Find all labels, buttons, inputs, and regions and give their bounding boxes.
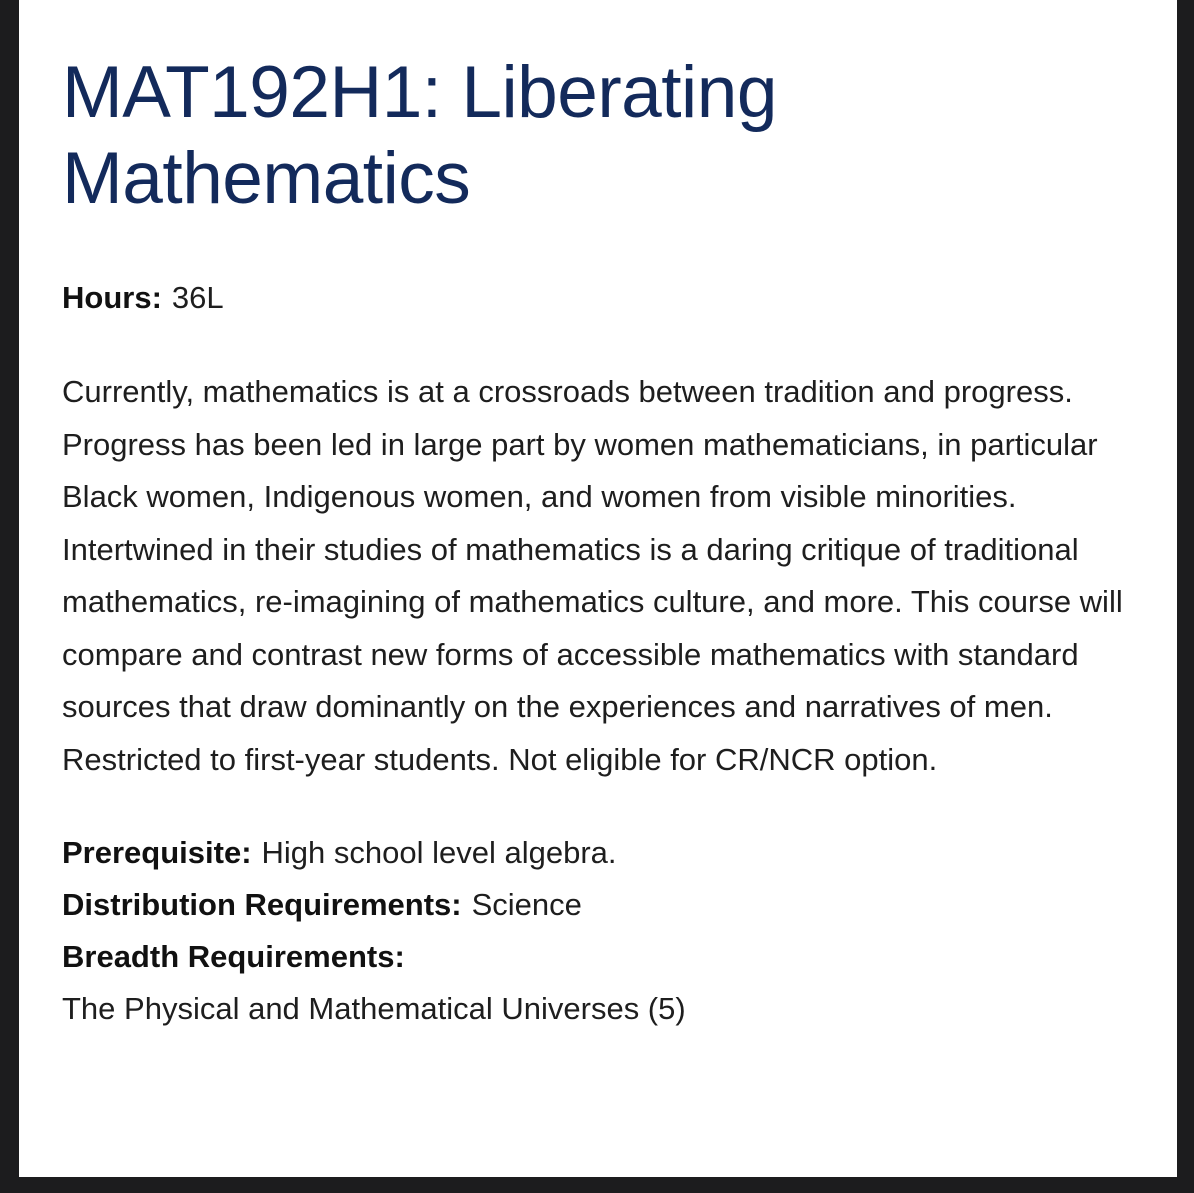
prerequisite-value: High school level algebra. <box>261 835 617 870</box>
requirements-section <box>62 827 1177 1035</box>
distribution-row <box>62 879 1177 931</box>
distribution-value: Science <box>471 887 582 922</box>
hours-row <box>62 272 1177 324</box>
course-card <box>19 0 1177 1177</box>
hours-value: 36L <box>171 280 224 315</box>
distribution-label: Distribution Requirements: <box>62 887 462 922</box>
course-description: Currently, mathematics is at a crossroads between tradition and progress. Progress has been led in large part by women mathematicians, in particular Black women, Indigenous women, and women from visible minorities. Intertwined in their studies of mathematics is a daring critique of traditional mathematics, re-imagining of mathematics culture, and more. This course will compare and contrast new forms of accessible mathematics with standard sources that draw dominantly on the experiences and narratives of men. Restricted to first-year students. Not eligible for CR/NCR option. <box>62 374 1123 777</box>
breadth-label: Breadth Requirements: <box>62 939 405 974</box>
prerequisite-label: Prerequisite: <box>62 835 252 870</box>
course-title: MAT192H1: Liberating Mathematics <box>62 52 777 219</box>
breadth-row <box>62 931 1177 983</box>
hours-label: Hours: <box>62 280 162 315</box>
breadth-value: The Physical and Mathematical Universes (5) <box>62 991 686 1026</box>
prerequisite-row <box>62 827 1177 879</box>
